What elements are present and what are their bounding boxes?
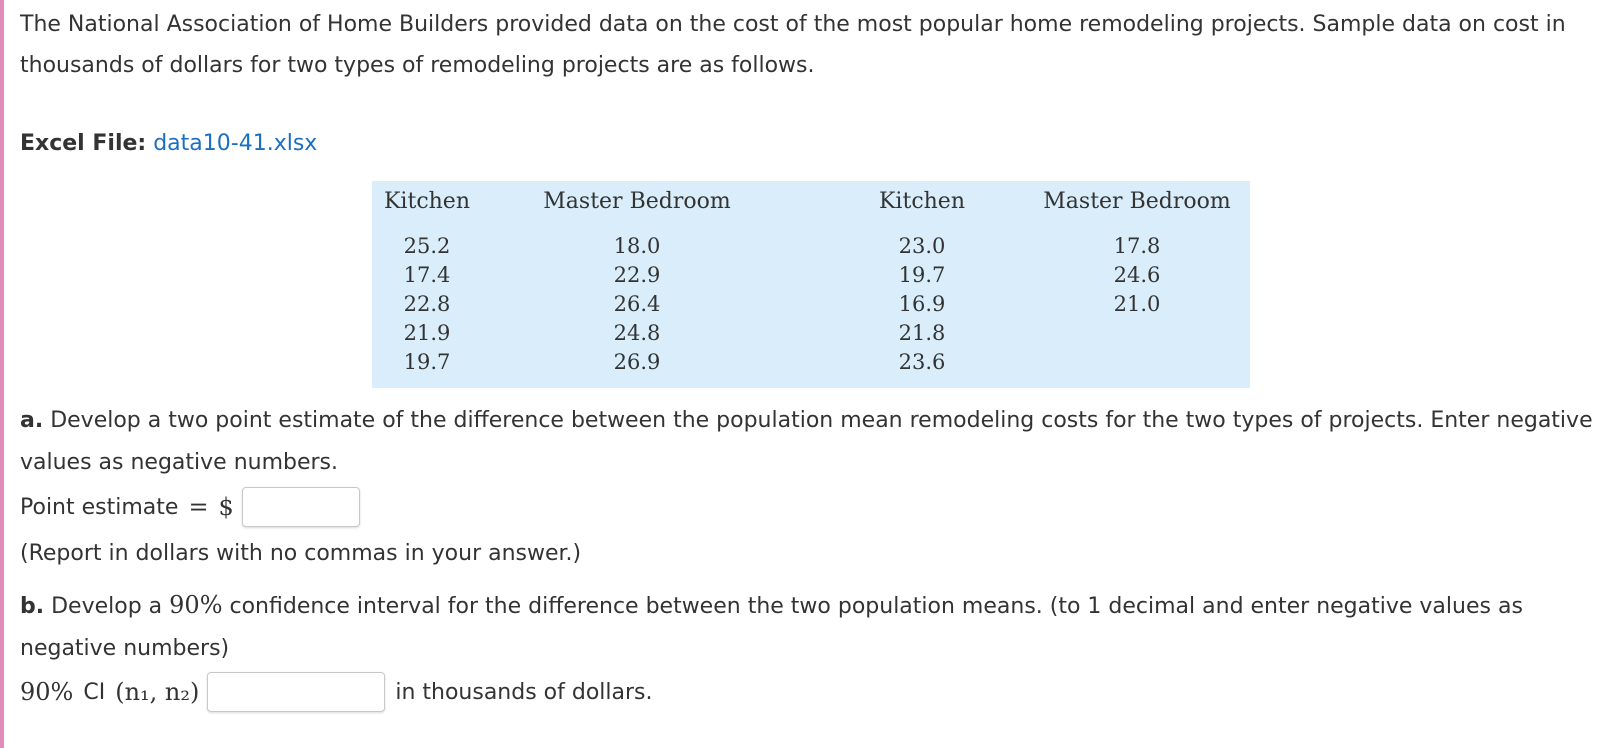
part-a-question — [20, 400, 1600, 484]
ci-suffix: in thousands of dollars. — [395, 679, 653, 705]
table-cell: 17.8 — [1113, 234, 1161, 258]
point-estimate-row — [20, 484, 360, 530]
part-a-label: a. — [20, 408, 44, 433]
report-note-row — [20, 532, 581, 574]
data-table — [372, 181, 1250, 388]
part-b-question — [20, 584, 1600, 670]
point-estimate-label: Point estimate — [20, 494, 179, 520]
ci-row — [20, 668, 653, 716]
table-column — [372, 181, 482, 377]
table-cell: 19.7 — [898, 263, 946, 287]
point-estimate-input[interactable] — [242, 487, 360, 527]
column-header-kitchen: Kitchen — [384, 189, 470, 214]
table-column — [522, 181, 752, 377]
table-cell: 21.0 — [1113, 292, 1161, 316]
part-b-text-post: confidence interval for the difference between the two population means. (to 1 decimal and enter negative values as negative numbers) — [20, 594, 1523, 661]
report-note: (Report in dollars with no commas in your answer.) — [20, 540, 582, 566]
table-cell: 25.2 — [403, 234, 451, 258]
table-cell: 24.6 — [1113, 263, 1161, 287]
excel-file-link[interactable]: data10-41.xlsx — [153, 131, 318, 156]
ci-expression: (n₁, n₂) — [115, 678, 200, 706]
part-b-text-pre: Develop a — [51, 594, 163, 619]
confidence-interval-input[interactable] — [207, 672, 385, 712]
equals-sign: = — [188, 493, 209, 521]
table-cell: 16.9 — [898, 292, 946, 316]
part-b-percent: 90% — [169, 591, 223, 619]
table-cell: 23.6 — [898, 350, 946, 374]
table-cell: 18.0 — [613, 234, 661, 258]
table-cell: 26.4 — [613, 292, 661, 316]
column-header-kitchen: Kitchen — [879, 189, 965, 214]
ci-label: CI — [83, 679, 106, 705]
table-column — [852, 181, 992, 377]
dollar-sign: $ — [218, 493, 234, 521]
column-header-master-bedroom: Master Bedroom — [543, 189, 731, 214]
table-cell: 26.9 — [613, 350, 661, 374]
excel-file-label: Excel File: — [20, 131, 147, 156]
ci-percent: 90% — [20, 678, 74, 706]
table-cell: 17.4 — [403, 263, 451, 287]
table-cell: 24.8 — [613, 321, 661, 345]
table-cell: 22.9 — [613, 263, 661, 287]
part-a-text: Develop a two point estimate of the difference between the population mean remodeling costs for the two types of projects. Enter negative values as negative numbers. — [20, 408, 1593, 475]
table-column — [1032, 181, 1242, 319]
intro-text: The National Association of Home Builders provided data on the cost of the most popular home remodeling projects. Sample data on cost in thousands of dollars for two types of remodeling projects are as follows. — [20, 12, 1566, 78]
table-cell: 22.8 — [403, 292, 451, 316]
table-cell: 23.0 — [898, 234, 946, 258]
excel-file-line — [20, 127, 317, 161]
table-cell: 21.9 — [403, 321, 451, 345]
table-cell: 19.7 — [403, 350, 451, 374]
part-b-label: b. — [20, 594, 45, 619]
column-header-master-bedroom: Master Bedroom — [1043, 189, 1231, 214]
table-cell: 21.8 — [898, 321, 946, 345]
